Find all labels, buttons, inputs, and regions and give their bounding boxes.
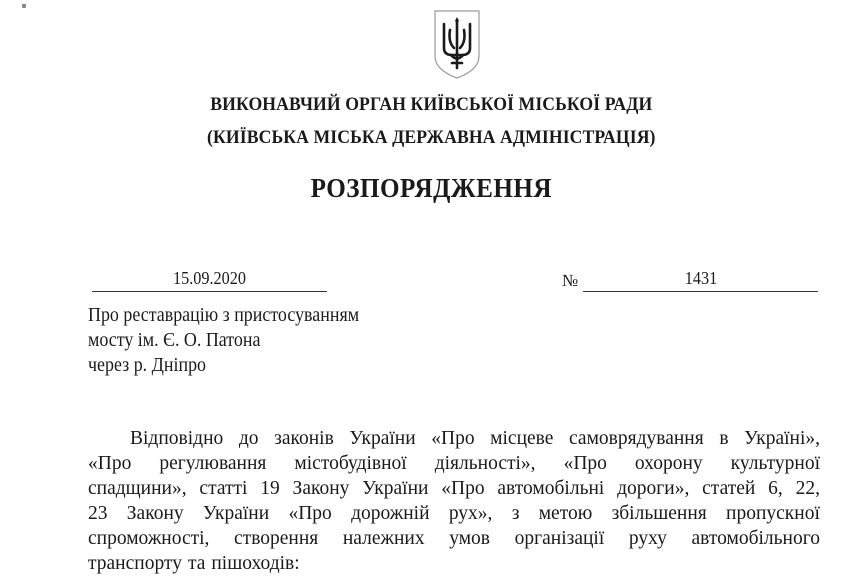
body-word: 19: [260, 478, 280, 499]
subject-line: Про реставрацію з пристосуванням: [88, 305, 360, 326]
body-word: пропускної: [726, 503, 820, 524]
body-word: «Про: [88, 453, 132, 474]
body-line: [88, 476, 820, 501]
body-word: збільшення: [611, 503, 707, 524]
body-word: Закону: [126, 503, 184, 524]
body-word: дорожній: [351, 503, 430, 524]
body-line: [88, 426, 820, 451]
body-word: 22,: [795, 478, 820, 499]
document-type-title: РОЗПОРЯДЖЕННЯ: [310, 173, 552, 203]
subject-line: через р. Дніпро: [88, 355, 207, 376]
body-word: Відповідно: [130, 428, 224, 449]
document-date-value: 15.09.2020: [173, 268, 246, 288]
body-word: 23: [88, 503, 108, 524]
body-word: статей: [702, 478, 756, 499]
body-word: автомобільного: [691, 528, 820, 549]
body-word: статті: [199, 478, 248, 499]
body-word: метою: [538, 503, 593, 524]
body-word: 6,: [768, 478, 783, 499]
body-word: законів: [274, 428, 334, 449]
body-line: [88, 451, 820, 476]
body-word: самоврядування: [569, 428, 704, 449]
body-word: діяльності»,: [434, 453, 536, 474]
body-word: Закону: [292, 478, 350, 499]
body-word: регулювання: [159, 453, 267, 474]
body-word: автомобільні: [497, 478, 605, 499]
body-word: України: [202, 503, 270, 524]
trident-emblem-icon: [432, 8, 482, 80]
body-word: України: [362, 478, 429, 499]
body-word: «Про: [441, 478, 485, 499]
document-subject: [88, 303, 383, 378]
number-sign: №: [562, 271, 579, 290]
body-word: в: [719, 428, 729, 449]
body-word: культурної: [730, 453, 820, 474]
body-paragraph: [88, 426, 820, 576]
body-word: до: [238, 428, 259, 449]
body-word: охорону: [634, 453, 703, 474]
body-word: «Про: [563, 453, 607, 474]
body-word: рух»,: [448, 503, 493, 524]
body-word: місцеве: [490, 428, 554, 449]
body-word: спроможності,: [88, 528, 210, 549]
body-line: [88, 526, 820, 551]
body-word: дороги»,: [617, 478, 690, 499]
body-word: транспорту: [88, 553, 182, 574]
issuer-alias: (КИЇВСЬКА МІСЬКА ДЕРЖАВНА АДМІНІСТРАЦІЯ): [207, 127, 656, 148]
body-word: та: [187, 553, 206, 574]
subject-line: мосту ім. Є. О. Патона: [88, 330, 261, 351]
issuer-name: ВИКОНАВЧИЙ ОРГАН КИЇВСЬКОЇ МІСЬКОЇ РАДИ: [210, 94, 653, 115]
body-word: «Про: [288, 503, 332, 524]
body-word: руху: [628, 528, 667, 549]
document-number: [583, 266, 818, 292]
body-word: організації: [514, 528, 605, 549]
body-word: з: [511, 503, 520, 524]
body-line: [88, 551, 820, 576]
scan-artifact: [22, 4, 26, 8]
body-word: «Про: [431, 428, 475, 449]
body-word: України: [349, 428, 416, 449]
body-word: створення: [234, 528, 319, 549]
body-word: Україні»,: [744, 428, 820, 449]
body-word: спадщини»,: [88, 478, 187, 499]
body-word: містобудівної: [294, 453, 407, 474]
body-word: пішоходів:: [211, 553, 300, 574]
body-line: [88, 501, 820, 526]
body-word: умов: [449, 528, 491, 549]
body-word: належних: [342, 528, 425, 549]
document-date: [92, 266, 327, 292]
document-number-value: 1431: [684, 268, 717, 288]
